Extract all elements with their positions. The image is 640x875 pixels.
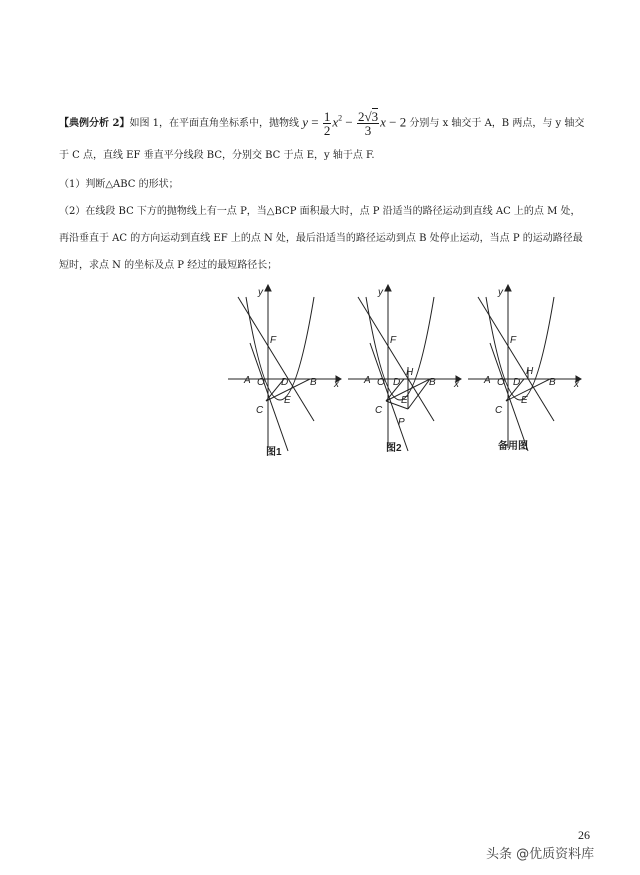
svg-text:H: H	[406, 367, 414, 378]
svg-text:D: D	[281, 377, 289, 388]
svg-text:C: C	[495, 405, 503, 416]
question-1: （1）判断△ABC 的形状；	[59, 179, 179, 190]
figure-1	[228, 283, 343, 462]
svg-text:D: D	[513, 377, 521, 388]
watermark: 头条 @优质资料库	[486, 847, 595, 862]
svg-text:F: F	[270, 335, 277, 346]
svg-text:O: O	[497, 377, 505, 388]
problem-intro-suffix: 分别与 x 轴交于 A，B 两点，与 y 轴交	[409, 118, 585, 129]
svg-text:H: H	[526, 366, 534, 377]
svg-text:O: O	[377, 377, 385, 388]
line-through-f	[358, 297, 434, 421]
problem-line-1	[59, 110, 619, 137]
page-number: 26	[578, 828, 590, 842]
svg-text:B: B	[549, 377, 556, 388]
line-through-f	[238, 297, 314, 421]
svg-text:C: C	[256, 405, 264, 416]
svg-text:F: F	[390, 335, 397, 346]
svg-text:A: A	[244, 375, 251, 386]
svg-text:P: P	[398, 417, 405, 428]
parabola-formula: y = $\frac{1}{2}$ $x^2$ − $\frac{2√3}{3}$ x − 2	[302, 109, 407, 138]
svg-text:B: B	[429, 377, 436, 388]
svg-text:C: C	[375, 405, 383, 416]
svg-text:B: B	[310, 377, 317, 388]
y-axis-arrow	[505, 285, 511, 291]
svg-text:A: A	[484, 375, 491, 386]
svg-text:x: x	[454, 379, 459, 390]
question-2-line-3: 短时，求点 N 的坐标及点 P 经过的最短路径长；	[59, 260, 278, 271]
figure-2-diagram	[348, 283, 463, 458]
svg-text:E: E	[401, 395, 408, 406]
question-2-line-1: （2）在线段 BC 下方的抛物线上有一点 P，当△BCP 面积最大时，点 P 沿适当的路径运动到直线 AC 上的点 M 处，	[59, 206, 581, 217]
y-axis-arrow	[265, 285, 271, 291]
svg-text:x: x	[574, 379, 579, 390]
svg-text:y: y	[498, 287, 503, 298]
svg-text:E: E	[284, 395, 291, 406]
svg-text:E: E	[521, 395, 528, 406]
figure-1-diagram	[228, 283, 343, 458]
svg-text:D: D	[393, 377, 401, 388]
problem-line-2: 于 C 点，直线 EF 垂直平分线段 BC，分别交 BC 于点 E，y 轴于点 F.	[59, 150, 375, 161]
question-2-line-2: 再沿垂直于 AC 的方向运动到直线 EF 上的点 N 处，最后沿适当的路径运动到点 B 处停止运动，当点 P 的运动路径最	[59, 233, 583, 244]
svg-text:F: F	[510, 335, 517, 346]
problem-tag: 【典例分析 2】	[59, 118, 130, 129]
figure-3	[468, 283, 583, 462]
svg-text:A: A	[364, 375, 371, 386]
fraction-one-half: $\frac{1}{2}$	[323, 109, 331, 138]
figure-1-caption: 图1	[266, 447, 282, 458]
y-axis-arrow	[385, 285, 391, 291]
problem-intro: 如图 1，在平面直角坐标系中，抛物线	[129, 118, 299, 129]
figure-3-caption: 备用图	[498, 441, 528, 452]
figure-2-caption: 图2	[386, 443, 402, 454]
svg-text:O: O	[257, 377, 265, 388]
figure-2	[348, 283, 463, 462]
svg-text:x: x	[334, 379, 339, 390]
fraction-two-root-three: $\frac{2√3}{3}$	[357, 109, 379, 138]
figure-3-diagram	[468, 283, 583, 458]
svg-text:y: y	[258, 287, 263, 298]
svg-text:y: y	[378, 287, 383, 298]
line-through-f	[478, 297, 554, 421]
